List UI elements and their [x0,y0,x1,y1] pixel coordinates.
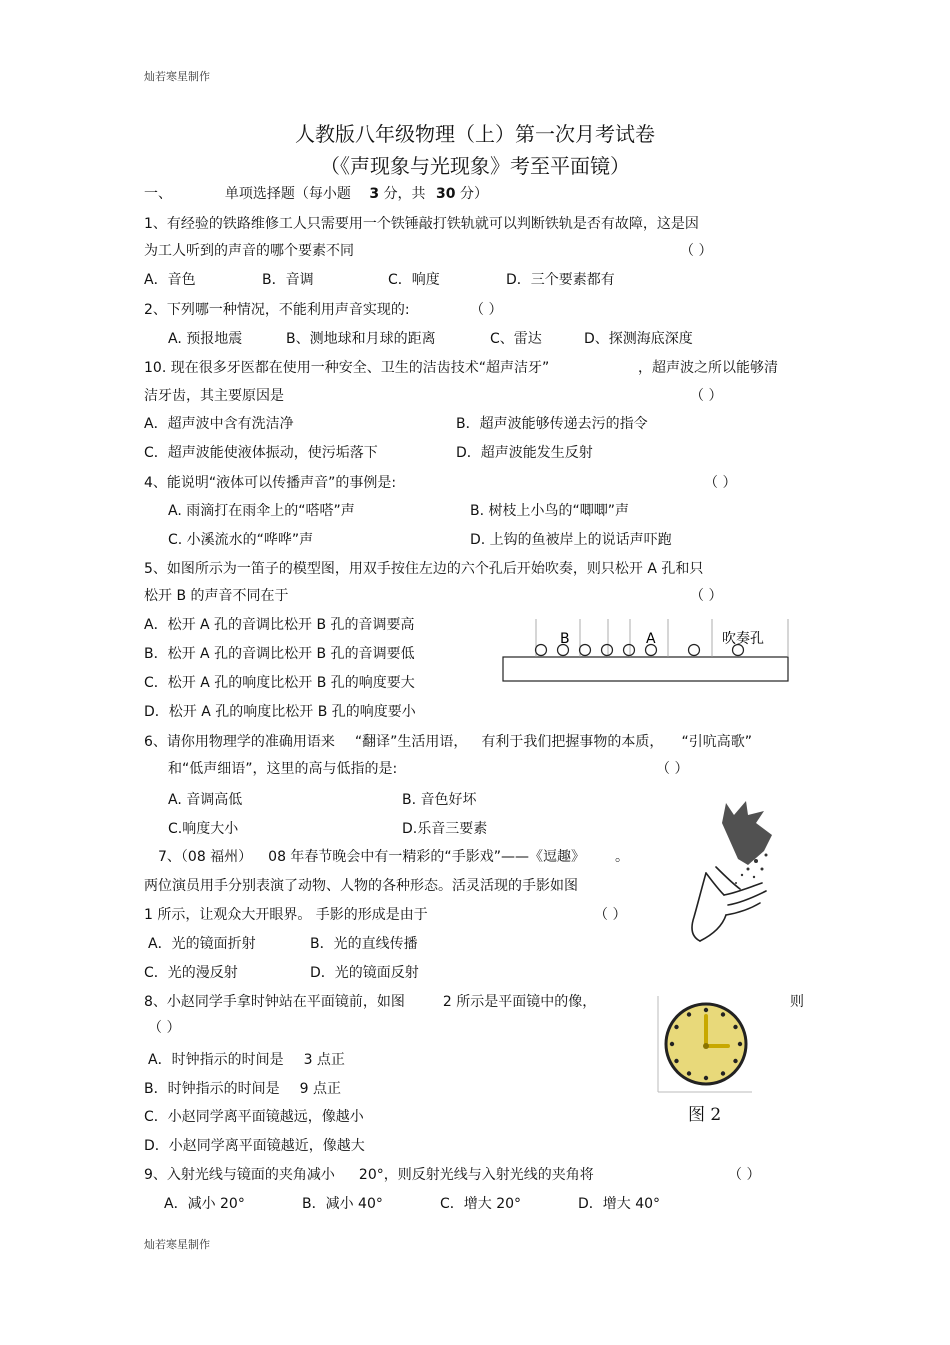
q9-option-a: A．减小 20° [164,1196,245,1212]
page-title: 人教版八年级物理（上）第一次月考试卷 [295,122,655,146]
q2-option-b: B、测地球和月球的距离 [286,331,436,347]
page-footer: 灿若寒星制作 [144,1238,210,1251]
clock-figure [656,994,754,1094]
q7-option-b: B．光的直线传播 [310,936,418,952]
q6-answer-blank[interactable]: （ ） [656,761,689,777]
q1-option-a: A．音色 [144,272,196,288]
q6-stem-part4: “引吭高歌” [681,734,752,750]
q9-stem [144,1164,594,1184]
q9-option-b: B．减小 40° [302,1196,383,1212]
q4-option-a: A. 雨滴打在雨伞上的“嗒嗒”声 [168,503,355,519]
flute-body [503,657,788,681]
q5-option-c: C．松开 A 孔的响度比松开 B 孔的响度要大 [144,675,415,691]
q8-stem-part2: 2 所示是平面镜中的像， [442,994,597,1010]
q5-stem-line1: 5、如图所示为一笛子的模型图，用双手按住左边的六个孔后开始吹奏，则只松开 A 孔和只 [144,561,704,577]
q3-option-a: A．超声波中含有洗洁净 [144,416,294,432]
flute-label-a: A [646,631,656,647]
q3-answer-blank[interactable]: （ ） [690,388,723,404]
q7-stem-line3: 1 所示，让观众大开眼界。 手影的形成是由于 [144,907,428,923]
q4-option-b: B. 树枝上小鸟的“唧唧”声 [470,503,630,519]
q1-answer-blank[interactable]: （ ） [680,243,713,259]
section-end: 分） [459,186,488,202]
q8-option-d: D．小赵同学离平面镜越近，像越大 [144,1138,365,1154]
q8-option-b-value: 9 点正 [299,1081,341,1097]
q5-option-b: B．松开 A 孔的音调比松开 B 孔的音调要低 [144,646,415,662]
flute-label-blow-hole: 吹奏孔 [722,631,764,647]
q9-stem-part2: 20°，则反射光线与入射光线的夹角将 [358,1167,594,1183]
q1-option-d: D．三个要素都有 [506,272,615,288]
section-heading [144,183,488,203]
q2-stem: 2、下列哪一种情况，不能利用声音实现的: [144,302,410,318]
q4-option-c: C. 小溪流水的“哗哗”声 [168,532,314,548]
q8-option-a-text: A．时钟指示的时间是 [148,1052,284,1068]
q8-option-b [144,1078,341,1098]
q6-option-d: D.乐音三要素 [402,821,488,837]
q4-option-d: D. 上钩的鱼被岸上的说话声吓跑 [470,532,672,548]
q6-option-b: B. 音色好坏 [402,792,477,808]
q6-stem-part1: 6、请你用物理学的准确用语来 [144,734,335,750]
q6-stem-part2: “翻译”生活用语， [354,734,468,750]
q7-stem-part1: 7、（08 福州） [158,849,253,865]
q1-stem-line1: 1、有经验的铁路维修工人只需要用一个铁锤敲打铁轨就可以判断铁轨是否有故障，这是因 [144,216,699,232]
q6-stem-part3: 有利于我们把握事物的本质， [481,734,664,750]
q3-stem-line1a: 10. 现在很多牙医都在使用一种安全、卫生的洁齿技术“超声洁牙” [144,360,550,376]
q7-stem-line1 [158,846,629,866]
q2-option-c: C、雷达 [490,331,542,347]
q5-option-d: D．松开 A 孔的响度比松开 B 孔的响度要小 [144,704,416,720]
q6-stem-line1 [144,731,752,751]
flute-label-b: B [560,631,570,647]
section-label: 单项选择题（每小题 [224,186,351,202]
q5-answer-blank[interactable]: （ ） [690,588,723,604]
q8-option-a-value: 3 点正 [303,1052,345,1068]
q2-option-a: A. 预报地震 [168,331,243,347]
q4-stem: 4、能说明“液体可以传播声音”的事例是: [144,475,397,491]
clock-figure-caption: 图 2 [688,1105,722,1125]
q9-option-c: C．增大 20° [440,1196,522,1212]
q7-option-c: C．光的漫反射 [144,965,238,981]
q7-stem-part3: 。 [614,849,629,865]
q9-option-d: D．增大 40° [578,1196,661,1212]
q1-stem-line2: 为工人听到的声音的哪个要素不同 [144,243,354,259]
q4-answer-blank[interactable]: （ ） [704,475,737,491]
q9-answer-blank[interactable]: （ ） [728,1167,761,1183]
q8-stem-part1: 8、小赵同学手拿时钟站在平面镜前，如图 [144,994,405,1010]
q5-stem-line2: 松开 B 的声音不同在于 [144,588,289,604]
q7-option-d: D．光的镜面反射 [310,965,419,981]
q7-stem-part2: 08 年春节晚会中有一精彩的“手影戏”——《逗趣》 [268,849,585,865]
q9-stem-part1: 9、入射光线与镜面的夹角减小 [144,1167,335,1183]
q3-stem-line2: 洁牙齿，其主要原因是 [144,388,284,404]
section-mid: 分，共 [383,186,426,202]
q8-answer-blank[interactable]: （ ） [148,1020,181,1036]
hand-shadow-figure [676,795,796,945]
q2-answer-blank[interactable]: （ ） [470,302,503,318]
section-total: 30 [436,186,456,202]
q6-option-a: A. 音调高低 [168,792,243,808]
flute-figure [500,615,792,685]
q7-option-a: A．光的镜面折射 [148,936,256,952]
q1-option-b: B．音调 [262,272,314,288]
q7-answer-blank[interactable]: （ ） [594,907,627,923]
q8-option-b-text: B．时钟指示的时间是 [144,1081,280,1097]
hand-outline [692,867,766,941]
q2-option-d: D、探测海底深度 [584,331,693,347]
q8-stem-line1 [144,991,596,1011]
q5-option-a: A．松开 A 孔的音调比松开 B 孔的音调要高 [144,617,415,633]
q6-stem-line2: 和“低声细语”，这里的高与低指的是: [168,761,398,777]
q3-option-d: D．超声波能发生反射 [456,445,593,461]
q8-option-c: C．小赵同学离平面镜越远，像越小 [144,1109,364,1125]
q3-option-c: C．超声波能使液体振动，使污垢落下 [144,445,378,461]
page-subtitle: （《声现象与光现象》考至平面镜） [320,154,630,178]
q3-stem-line1b: ，超声波之所以能够清 [638,360,778,376]
section-number: 一、 [144,186,172,202]
q7-stem-line2: 两位演员用手分别表演了动物、人物的各种形态。活灵活现的手影如图 [144,878,578,894]
q1-option-c: C．响度 [388,272,440,288]
q8-option-a [148,1049,345,1069]
q6-option-c: C.响度大小 [168,821,239,837]
section-points: 3 [369,186,380,202]
q3-option-b: B．超声波能够传递去污的指令 [456,416,648,432]
page-header: 灿若寒星制作 [144,70,210,83]
q8-stem-part3: 则 [790,994,804,1010]
shadow-animal [722,801,772,884]
